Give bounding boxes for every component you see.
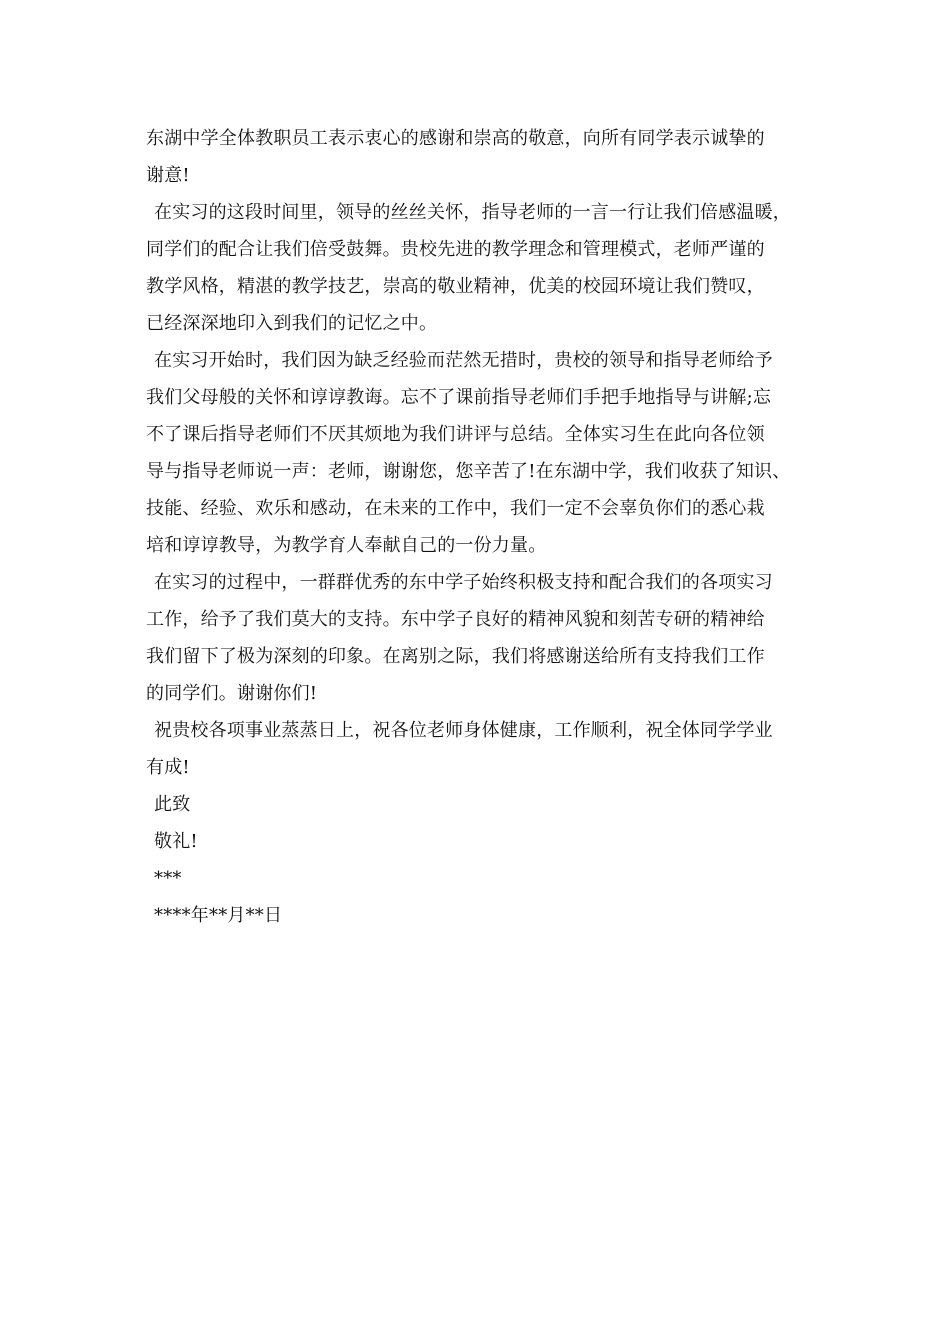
letter-body	[146, 120, 826, 934]
text-line: 谢意!	[146, 165, 190, 186]
text-line: 已经深深地印入到我们的记忆之中。	[146, 313, 438, 334]
text-line: 东湖中学全体教职员工表示衷心的感谢和崇高的敬意，向所有同学表示诚挚的	[146, 128, 765, 149]
text-line: 我们留下了极为深刻的印象。在离别之际，我们将感谢送给所有支持我们工作	[146, 646, 765, 667]
text-line: 不了课后指导老师们不厌其烦地为我们讲评与总结。全体实习生在此向各位领	[146, 424, 765, 445]
text-line: 我们父母般的关怀和谆谆教诲。忘不了课前指导老师们手把手地指导与讲解;忘	[146, 387, 772, 408]
text-line: 导与指导老师说一声：老师，谢谢您，您辛苦了!在东湖中学，我们收获了知识、	[146, 461, 791, 482]
text-line: 技能、经验、欢乐和感动，在未来的工作中，我们一定不会辜负你们的悉心栽	[146, 498, 765, 519]
text-line: 工作，给予了我们莫大的支持。东中学子良好的精神风貌和刻苦专研的精神给	[146, 609, 765, 630]
paragraph-start-line: 在实习的这段时间里，领导的丝丝关怀，指导老师的一言一行让我们倍感温暖，	[154, 202, 791, 223]
date-line: ****年**月**日	[154, 905, 283, 926]
text-line: 有成!	[146, 757, 190, 778]
closing-phrase: 此致	[154, 794, 191, 815]
paragraph-start-line: 祝贵校各项事业蒸蒸日上，祝各位老师身体健康，工作顺利，祝全体同学学业	[154, 720, 773, 741]
paragraph-start-line: 在实习开始时，我们因为缺乏经验而茫然无措时，贵校的领导和指导老师给予	[154, 350, 773, 371]
text-line: 同学们的配合让我们倍受鼓舞。贵校先进的教学理念和管理模式，老师严谨的	[146, 239, 765, 260]
text-line: 教学风格，精湛的教学技艺，崇高的敬业精神，优美的校园环境让我们赞叹，	[146, 276, 765, 297]
paragraph-start-line: 在实习的过程中，一群群优秀的东中学子始终积极支持和配合我们的各项实习	[154, 572, 773, 593]
signature: ***	[154, 868, 182, 889]
text-line: 的同学们。谢谢你们!	[146, 683, 318, 704]
salutation: 敬礼!	[154, 831, 198, 852]
text-line: 培和谆谆教导，为教学育人奉献自己的一份力量。	[146, 535, 547, 556]
